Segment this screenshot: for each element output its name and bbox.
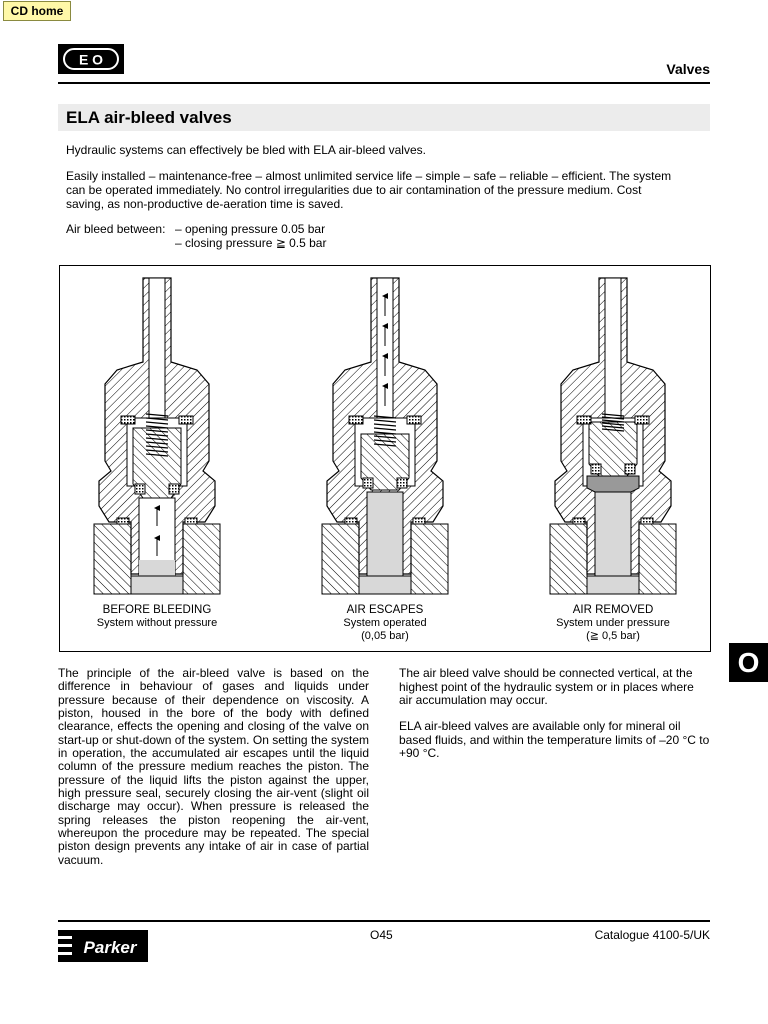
caption-title: AIR ESCAPES [346, 604, 424, 616]
caption-air-escapes [290, 604, 480, 643]
section-tab-o[interactable]: O [729, 643, 768, 682]
page-number: O45 [370, 928, 393, 942]
caption-title: AIR REMOVED [572, 604, 654, 616]
intro-paragraph-2: Easily installed – maintenance-free – almost unlimited service life – simple – safe – reliable – efficient. The system can be operated immediately. No control irregularities due to air contamination of the pressure medium. Cost saving, as non-productive de-aeration time is saved. [66, 169, 672, 211]
caption-line: System under pressure [556, 617, 670, 629]
cd-home-link[interactable]: CD home [3, 1, 71, 21]
air-bleed-opening: – opening pressure 0.05 bar [175, 222, 326, 236]
caption-before-bleeding [62, 604, 252, 630]
catalogue-number: Catalogue 4100-5/UK [594, 928, 710, 942]
footer-rule [58, 920, 710, 922]
title-bar [58, 104, 710, 131]
intro-paragraph-1: Hydraulic systems can effectively be bled with ELA air-bleed valves. [66, 143, 426, 157]
caption-air-removed [518, 604, 708, 643]
body-paragraph-principle: The principle of the air-bleed valve is based on the difference in behaviour of gases and liquids under pressure because of their dependence on viscosity. A piston, housed in the bore of the body with defined clearance, effects the opening and closing of the valve on start-up or shut-down of the system. On setting the system in operation, the accumulated air escapes until the liquid column of the pressure medium reaches the piston. The pressure of the liquid lifts the piston against the upper, high pressure seal, securely closing the air-vent (slight oil discharge may occur). When pressure is released the spring releases the piston reopening the air-vent, whereupon the procedure may be repeated. The special piston design prevents any intake of air in case of partial vacuum. [58, 666, 369, 867]
valve-figure [59, 265, 711, 652]
eo-logo [58, 44, 124, 74]
parker-logo-text: Parker [83, 938, 137, 957]
valve-air-escapes [322, 278, 448, 594]
parker-logo [58, 930, 148, 962]
eo-logo-text: E O [78, 51, 104, 68]
caption-line: System operated [343, 617, 427, 629]
page-title: ELA air-bleed valves [66, 108, 232, 127]
header-rule [58, 82, 710, 84]
caption-line: System without pressure [96, 617, 218, 629]
valve-before-bleeding [94, 278, 220, 594]
caption-title: BEFORE BLEEDING [102, 604, 212, 616]
caption-line: (≧ 0,5 bar) [586, 630, 640, 642]
air-bleed-label: Air bleed between: [66, 222, 166, 236]
section-title: Valves [666, 61, 710, 77]
body-paragraph-availability: ELA air-bleed valves are available only for mineral oil based fluids, and within the temperature limits of –20 °C to +90 °C. [399, 719, 710, 760]
valve-air-removed [550, 278, 676, 594]
valve-diagrams [60, 266, 710, 651]
caption-line: (0,05 bar) [361, 630, 409, 642]
air-bleed-closing: – closing pressure ≧ 0.5 bar [175, 236, 327, 250]
body-paragraph-connection: The air bleed valve should be connected vertical, at the highest point of the hydraulic system or in places where air accumulation may occur. [399, 666, 694, 707]
